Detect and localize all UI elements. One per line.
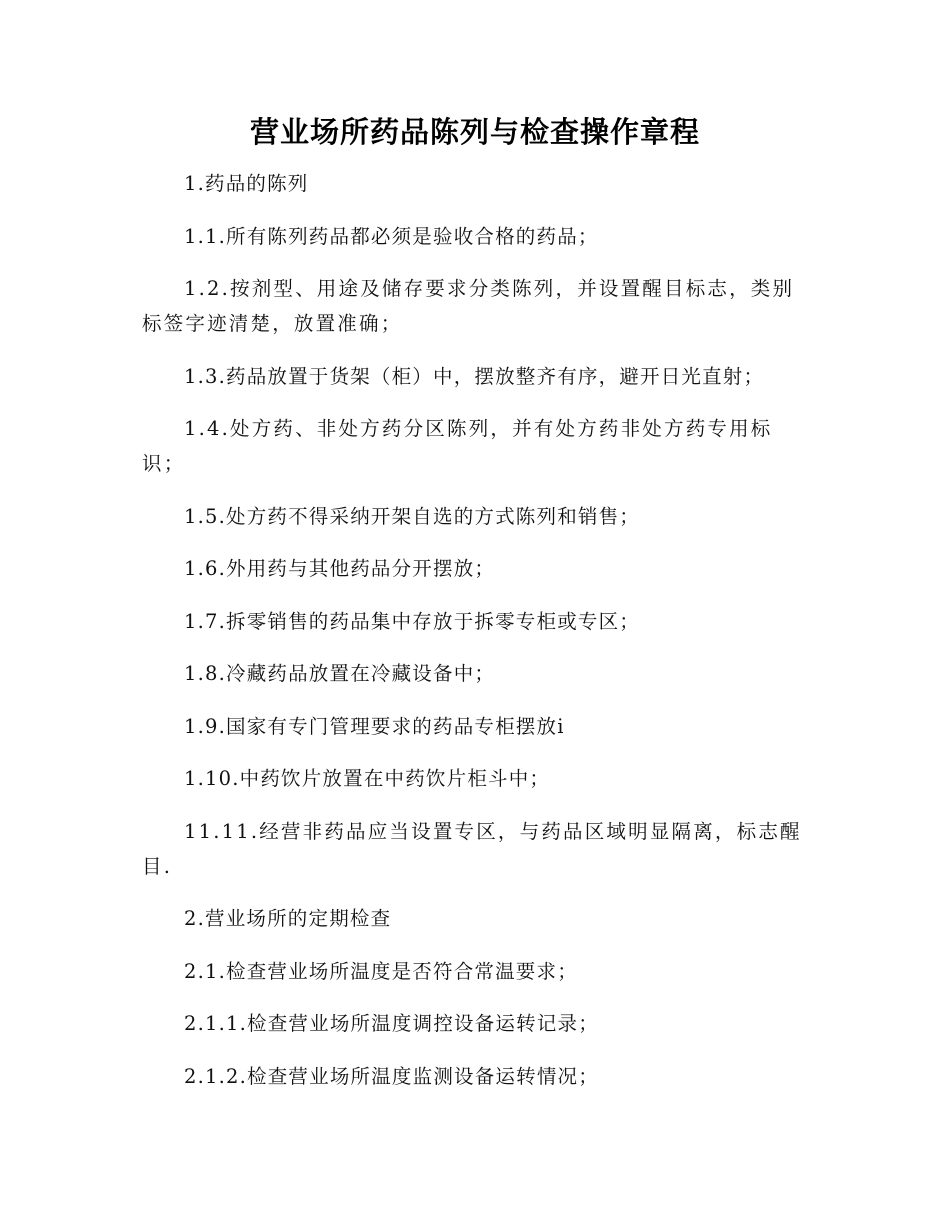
section-heading: 1.药品的陈列	[184, 172, 309, 195]
paragraph: 1.6.外用药与其他药品分开摆放；	[184, 557, 496, 580]
paragraph: 2.1.1.检查营业场所温度调控设备运转记录；	[184, 1012, 599, 1035]
paragraph: 1.2.按剂型、用途及储存要求分类陈列，并设置醒目标志，类别标签字迹清楚，放置准确；	[142, 277, 795, 335]
document-title: 营业场所药品陈列与检查操作章程	[249, 115, 700, 149]
paragraph: 1.3.药品放置于货架（柜）中，摆放整齐有序，避开日光直射；	[184, 364, 765, 388]
paragraph: 1.1.所有陈列药品都必须是验收合格的药品；	[184, 224, 599, 248]
paragraph: 1.4.处方药、非处方药分区陈列，并有处方药非处方药专用标识；	[142, 417, 773, 475]
section-heading: 2.营业场所的定期检查	[184, 907, 392, 930]
paragraph: 1.9.国家有专门管理要求的药品专柜摆放i	[184, 714, 565, 738]
paragraph: 11.11.经营非药品应当设置专区，与药品区域明显隔离，标志醒目.	[142, 819, 802, 878]
paragraph: 1.5.处方药不得采纳开架自选的方式陈列和销售；	[184, 504, 641, 528]
paragraph: 1.7.拆零销售的药品集中存放于拆零专柜或专区；	[184, 609, 641, 633]
paragraph: 1.10.中药饮片放置在中药饮片柜斗中；	[184, 767, 551, 790]
document-body	[142, 166, 802, 1111]
paragraph: 2.1.检查营业场所温度是否符合常温要求；	[184, 959, 578, 983]
paragraph: 2.1.2.检查营业场所温度监测设备运转情况；	[184, 1064, 599, 1088]
paragraph: 1.8.冷藏药品放置在冷藏设备中；	[184, 662, 496, 685]
